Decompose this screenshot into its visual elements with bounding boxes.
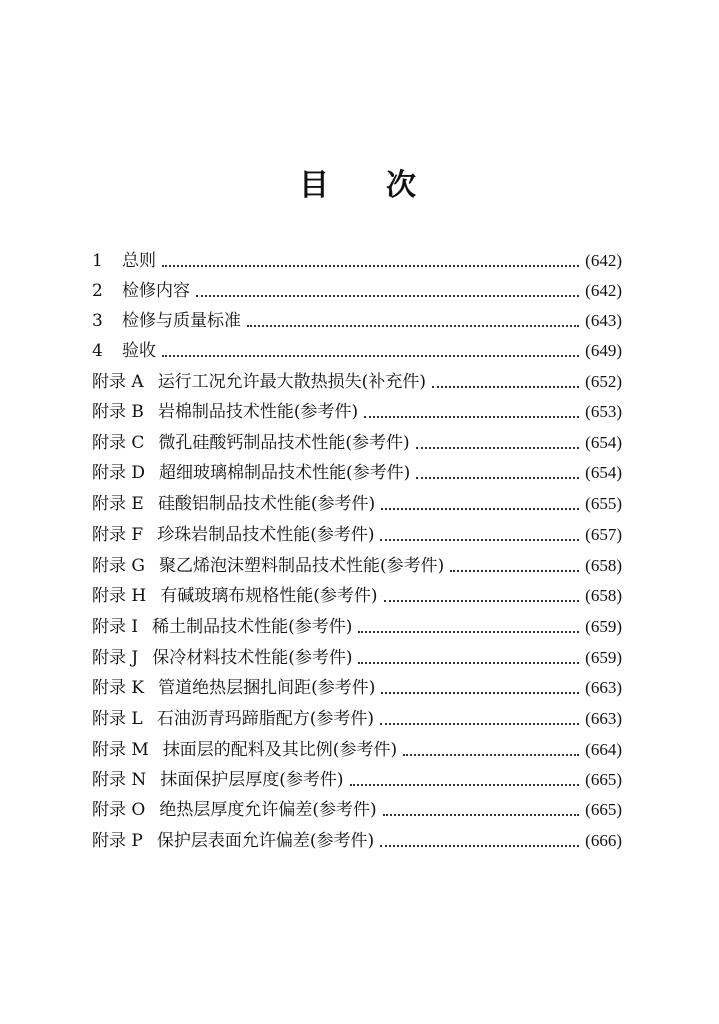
toc-entry [92,336,622,366]
toc-entry [92,795,622,825]
entry-title: 岩棉制品技术性能(参考件) [157,402,359,422]
entry-title: 保冷材料技术性能(参考件) [152,648,353,668]
entry-title: 石油沥青玛蹄脂配方(参考件) [156,709,374,729]
dot-leader [383,814,580,816]
entry-number: 1 [92,251,103,271]
entry-page: (658) [585,556,622,575]
dot-leader [162,355,579,357]
toc-entry [92,643,622,673]
entry-title: 抹面保护层厚度(参考件) [160,770,344,790]
entry-number: 附录 J [92,648,139,668]
dot-leader [403,754,579,756]
entry-number: 附录 L [92,709,143,729]
entry-page: (642) [585,251,622,270]
entry-number: 附录 I [92,617,139,637]
entry-title: 珍珠岩制品技术性能(参考件) [157,525,375,545]
entry-title: 检修与质量标准 [122,311,241,331]
toc-entry [92,704,622,734]
entry-number: 附录 E [92,494,144,514]
toc-entry [92,551,622,581]
entry-title: 微孔硅酸钙制品技术性能(参考件) [158,433,410,453]
entry-page: (642) [585,281,622,300]
entry-number: 2 [92,281,103,301]
entry-title: 硅酸铝制品技术性能(参考件) [157,494,376,514]
title-char-1: 目 [299,168,329,203]
entry-page: (652) [585,372,622,391]
toc-entry [92,520,622,550]
toc-entry [92,397,622,427]
entry-page: (666) [585,831,622,850]
entry-number: 4 [92,341,103,361]
entry-title: 抹面层的配料及其比例(参考件) [162,740,398,760]
dot-leader [384,600,580,602]
entry-title: 管道绝热层捆扎间距(参考件) [158,678,376,698]
entry-title: 有碱玻璃布规格性能(参考件) [160,586,378,606]
entry-number: 附录 M [92,740,149,760]
entry-number: 3 [92,311,103,331]
toc-entry [92,735,622,765]
dot-leader [416,477,579,479]
entry-number: 附录 F [92,525,144,545]
entry-title: 超细玻璃棉制品技术性能(参考件) [159,463,411,483]
toc-entry [92,826,622,856]
entry-title: 稀土制品技术性能(参考件) [152,617,353,637]
toc-entry [92,458,622,488]
entry-page: (643) [585,311,622,330]
entry-number: 附录 G [92,556,145,576]
entry-title: 检修内容 [122,281,190,301]
dot-leader [380,845,579,847]
entry-page: (649) [585,341,622,360]
dot-leader [432,386,579,388]
entry-page: (663) [585,678,622,697]
entry-number: 附录 P [92,831,143,851]
entry-page: (663) [585,709,622,728]
entry-title: 总则 [122,251,156,271]
toc-entry [92,276,622,306]
entry-page: (665) [585,800,622,819]
dot-leader [358,662,579,664]
entry-number: 附录 A [92,372,144,392]
dot-leader [358,631,579,633]
entry-title: 保护层表面允许偏差(参考件) [156,831,375,851]
dot-leader [381,692,579,694]
toc-entry [92,306,622,336]
entry-page: (654) [585,433,622,452]
dot-leader [381,508,579,510]
dot-leader [416,447,579,449]
entry-number: 附录 B [92,402,144,422]
page-title [0,166,719,210]
dot-leader [247,325,579,327]
entry-number: 附录 H [92,586,147,606]
entry-number: 附录 D [92,463,146,483]
dot-leader [380,723,579,725]
entry-title: 聚乙烯泡沫塑料制品技术性能(参考件) [158,556,445,576]
title-char-2: 次 [386,168,416,203]
toc-entry [92,581,622,611]
entry-number: 附录 C [92,433,145,453]
entry-page: (657) [585,525,622,544]
entry-page: (655) [585,494,622,513]
entry-title: 验收 [122,341,156,361]
toc-entry [92,612,622,642]
toc-entry [92,489,622,519]
entry-page: (658) [585,586,622,605]
entry-page: (654) [585,463,622,482]
entry-title: 绝热层厚度允许偏差(参考件) [159,800,377,820]
entry-number: 附录 N [92,770,147,790]
entry-page: (659) [585,648,622,667]
dot-leader [196,295,579,297]
entry-title: 运行工况允许最大散热损失(补充件) [157,372,426,392]
entry-page: (653) [585,402,622,421]
toc-entry [92,765,622,795]
dot-leader [162,265,579,267]
entry-number: 附录 O [92,800,146,820]
toc-entry [92,428,622,458]
toc-entry [92,367,622,397]
entry-page: (665) [585,770,622,789]
dot-leader [364,416,579,418]
dot-leader [350,784,580,786]
entry-page: (659) [585,617,622,636]
toc-entry [92,246,622,276]
entry-number: 附录 K [92,678,145,698]
entry-page: (664) [585,740,622,759]
dot-leader [450,570,579,572]
dot-leader [380,539,579,541]
toc-entry [92,673,622,703]
